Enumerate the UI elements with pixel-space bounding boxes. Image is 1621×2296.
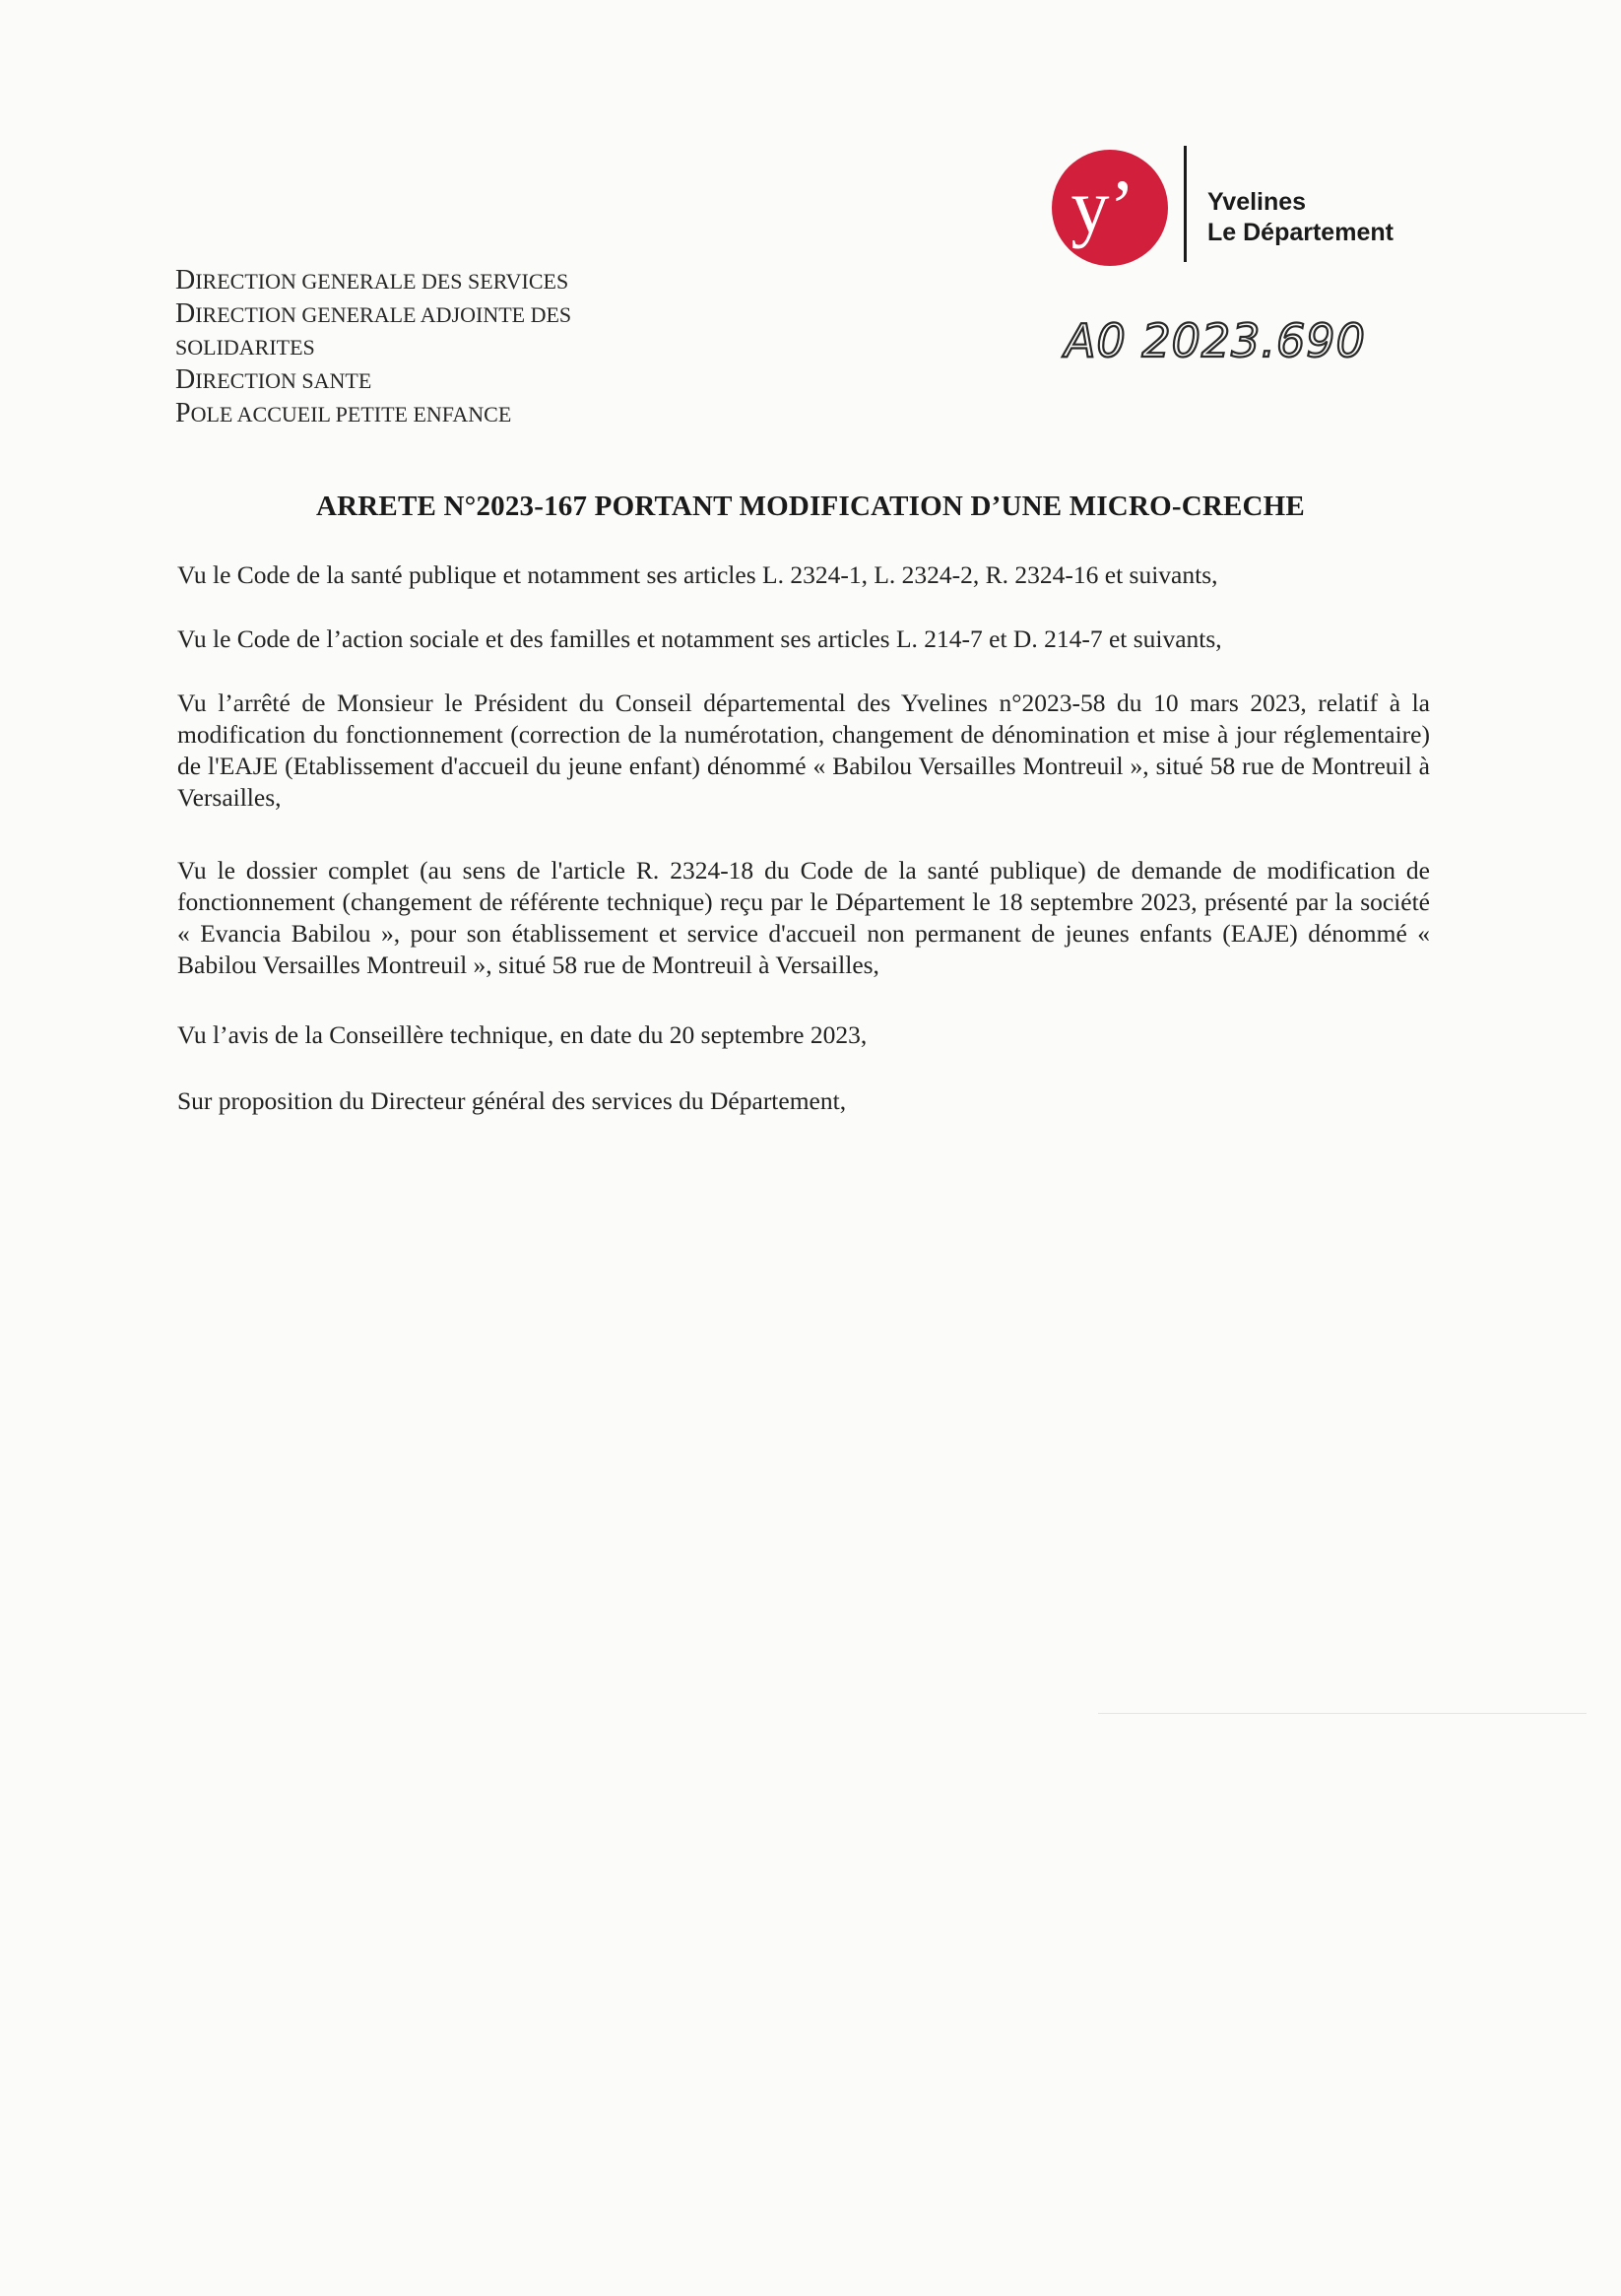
handwritten-reference-text: A0 2023.690 bbox=[1065, 314, 1366, 367]
issuing-department-block bbox=[175, 264, 571, 430]
yvelines-logo bbox=[1052, 138, 1406, 266]
header-line-1: DIRECTION GENERALE DES SERVICES bbox=[175, 265, 569, 295]
paragraph-dossier-complet: Vu le dossier complet (au sens de l'article R. 2324-18 du Code de la santé publique) de demande de modification de fonctionnement (changement de référente technique) reçu par le Département le 18 septembre 2023, présenté par la société « Evancia Babilou », pour son établissement et service d'accueil non permanent de jeunes enfants (EAJE) dénommé « Babilou Versailles Montreuil », situé 58 rue de Montreuil à Versailles, bbox=[177, 856, 1430, 979]
logo-line-2: Le Département bbox=[1207, 219, 1394, 246]
handwritten-reference bbox=[1059, 303, 1433, 372]
logo-mark-letter: y’ bbox=[1070, 164, 1135, 249]
header-line-4: DIRECTION SANTE bbox=[175, 364, 372, 395]
paragraph-code-action-sociale: Vu le Code de l’action sociale et des familles et notamment ses articles L. 214-7 et D. 214-7 et suivants, bbox=[177, 624, 1222, 653]
paragraph-arrete-president: Vu l’arrêté de Monsieur le Président du Conseil départemental des Yvelines n°2023-58 du 10 mars 2023, relatif à la modification du fonctionnement (correction de la numérotation, changement de dénomination et mise à jour réglementaire) de l'EAJE (Etablissement d'accueil du jeune enfant) dénommé « Babilou Versailles Montreuil », situé 58 rue de Montreuil à Versailles, bbox=[177, 689, 1430, 812]
header-line-2: DIRECTION GENERALE ADJOINTE DES bbox=[175, 298, 572, 329]
logo-line-1: Yvelines bbox=[1207, 188, 1307, 216]
scan-artifact-line bbox=[1098, 1713, 1587, 1714]
paragraph-sur-proposition: Sur proposition du Directeur général des services du Département, bbox=[177, 1086, 847, 1115]
logo-mark bbox=[1052, 150, 1168, 266]
paragraph-avis-conseillere: Vu l’avis de la Conseillère technique, en date du 20 septembre 2023, bbox=[177, 1020, 868, 1049]
document-title: ARRETE N°2023-167 PORTANT MODIFICATION D’UNE MICRO-CRECHE bbox=[316, 491, 1305, 522]
header-line-3: SOLIDARITES bbox=[175, 335, 315, 360]
logo-divider bbox=[1184, 146, 1187, 262]
logo-text bbox=[1207, 187, 1394, 248]
paragraph-code-sante-publique: Vu le Code de la santé publique et notamment ses articles L. 2324-1, L. 2324-2, R. 2324-16 et suivants, bbox=[177, 560, 1218, 589]
header-line-5: POLE ACCUEIL PETITE ENFANCE bbox=[175, 398, 512, 428]
